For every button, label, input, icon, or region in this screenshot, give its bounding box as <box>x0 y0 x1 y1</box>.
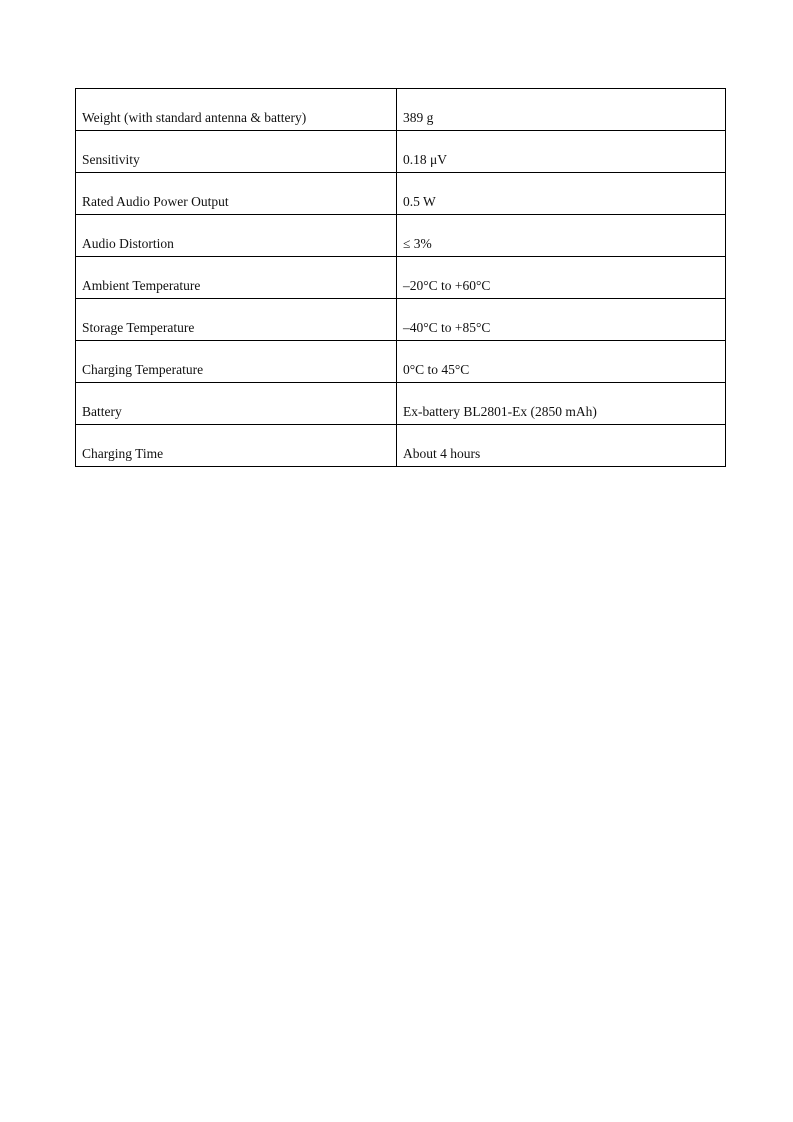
table-row <box>76 299 726 341</box>
spec-value: 0°C to 45°C <box>397 341 726 383</box>
spec-value: About 4 hours <box>397 425 726 467</box>
spec-value: –20°C to +60°C <box>397 257 726 299</box>
table-row <box>76 173 726 215</box>
spec-value: –40°C to +85°C <box>397 299 726 341</box>
spec-label: Weight (with standard antenna & battery) <box>76 89 397 131</box>
spec-label: Rated Audio Power Output <box>76 173 397 215</box>
table-row <box>76 383 726 425</box>
spec-value: ≤ 3% <box>397 215 726 257</box>
table-row <box>76 131 726 173</box>
table-row <box>76 341 726 383</box>
spec-label: Battery <box>76 383 397 425</box>
table-row <box>76 257 726 299</box>
spec-label: Charging Time <box>76 425 397 467</box>
table-row <box>76 89 726 131</box>
spec-label: Sensitivity <box>76 131 397 173</box>
spec-value: 0.18 μV <box>397 131 726 173</box>
table-row <box>76 425 726 467</box>
spec-value: 389 g <box>397 89 726 131</box>
spec-label: Ambient Temperature <box>76 257 397 299</box>
spec-value: 0.5 W <box>397 173 726 215</box>
spec-value: Ex-battery BL2801-Ex (2850 mAh) <box>397 383 726 425</box>
spec-label: Audio Distortion <box>76 215 397 257</box>
spec-label: Charging Temperature <box>76 341 397 383</box>
spec-label: Storage Temperature <box>76 299 397 341</box>
table-row <box>76 215 726 257</box>
specifications-table <box>75 88 726 467</box>
